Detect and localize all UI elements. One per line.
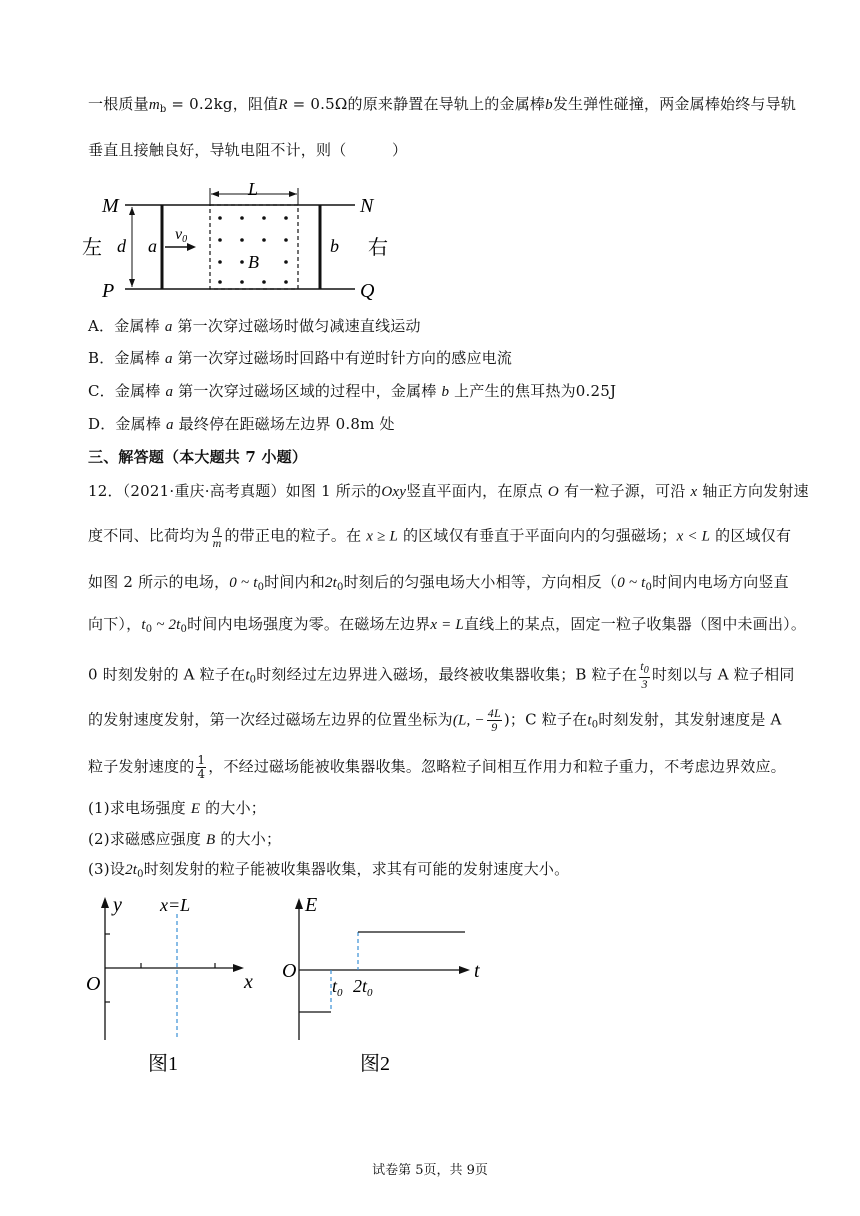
figure-1-caption: 图1: [148, 1053, 178, 1075]
q12-line-4: 向下），$t_0$ ~ $2t_0$时间内电场强度为零。在磁场左边界x = L直线上的某点，固定一粒子收集器（图中未画出）。: [88, 615, 807, 635]
rod-b-label: b: [330, 236, 339, 256]
e-axis-label: E: [305, 894, 318, 916]
label-B: B: [248, 252, 259, 272]
q12-line-5: 0 时刻发射的 A 粒子在$t_0$时刻经过左边界进入磁场，最终被收集器收集；B 粒子在 $\frac{t_0}{3}$ 时刻以与 A 粒子相同: [88, 659, 795, 691]
section-heading: 三、解答题（本大题共 7 小题）: [88, 448, 308, 466]
sub-question-1: (1)求电场强度 E 的大小；: [88, 799, 266, 817]
rail-magnetic-field-figure: [80, 182, 400, 302]
t-axis-label: t: [474, 960, 480, 982]
t0-label: $t_0$: [332, 976, 343, 999]
figure-2-caption: 图2: [360, 1053, 390, 1075]
label-N: N: [360, 195, 374, 217]
boundary-label: x=L: [160, 895, 191, 915]
2t0-label: $2t_0$: [353, 976, 373, 999]
charge-mass-ratio: $\frac{q}{m}$: [212, 522, 222, 550]
label-right: 右: [368, 237, 388, 259]
q12-line-1: 12．（2021·重庆·高考真题）如图 1 所示的Oxy竖直平面内，在原点 O 有一粒子源，可沿 x 轴正方向发射速: [88, 482, 809, 500]
sub-question-3: (3)设$2t_0$时刻发射的粒子能被收集器收集，求其有可能的发射速度大小。: [88, 860, 570, 880]
q11-line-1: 一根质量$m_b = 0.2kg$，阻值R = 0.5Ω的原来静置在导轨上的金属棒b发生弹性碰撞，两金属棒始终与导轨: [88, 95, 797, 115]
option-d: D．金属棒 a 最终停在距磁场左边界 0.8m 处: [88, 415, 395, 433]
q12-line-2: 度不同、比荷均为 $\frac{q}{m}$ 的带正电的粒子。在 x ≥ L 的区域仅有垂直于平面向内的匀强磁场；x < L 的区域仅有: [88, 522, 792, 550]
field-dots: [218, 216, 288, 284]
label-P: P: [102, 280, 115, 302]
x-axis-label: x: [244, 971, 253, 993]
option-b: B．金属棒 a 第一次穿过磁场时回路中有逆时针方向的感应电流: [88, 349, 513, 367]
label-L: L: [248, 182, 259, 199]
figure-1-coordinate-plane: [78, 892, 268, 1082]
option-c: C．金属棒 a 第一次穿过磁场区域的过程中，金属棒 b 上产生的焦耳热为0.25J: [88, 382, 617, 400]
rod-a-label: a: [148, 236, 157, 256]
sub-question-2: (2)求磁感应强度 B 的大小；: [88, 830, 282, 848]
origin-label-2: O: [282, 960, 297, 982]
figure-2-field-time-graph: [282, 892, 492, 1082]
label-Q: Q: [360, 280, 375, 302]
q11-line-2: 垂直且接触良好，导轨电阻不计，则（ ）: [88, 141, 408, 159]
page-footer: 试卷第 5页，共 9页: [372, 1163, 488, 1178]
option-a: A．金属棒 a 第一次穿过磁场时做匀减速直线运动: [88, 317, 421, 335]
origin-label: O: [86, 973, 101, 995]
q12-line-7: 粒子发射速度的 $\frac{1}{4}$ ，不经过磁场能被收集器收集。忽略粒子间相互作用力和粒子重力，不考虑边界效应。: [88, 753, 786, 781]
y-axis-label: y: [113, 894, 122, 916]
q12-line-3: 如图 2 所示的电场，0 ~ $t_0$时间内和$2t_0$时刻后的匀强电场大小相等，方向相反（0 ~ $t_0$时间内电场方向竖直: [88, 573, 789, 593]
velocity-label: v0: [175, 226, 188, 245]
q12-line-6: 的发射速度发射，第一次经过磁场左边界的位置坐标为(L, − $\frac{4L}{9}$ )；C 粒子在$t_0$时刻发射，其发射速度是 A: [88, 706, 782, 734]
label-left: 左: [82, 237, 102, 259]
label-M: M: [102, 195, 119, 217]
label-d: d: [117, 236, 126, 256]
